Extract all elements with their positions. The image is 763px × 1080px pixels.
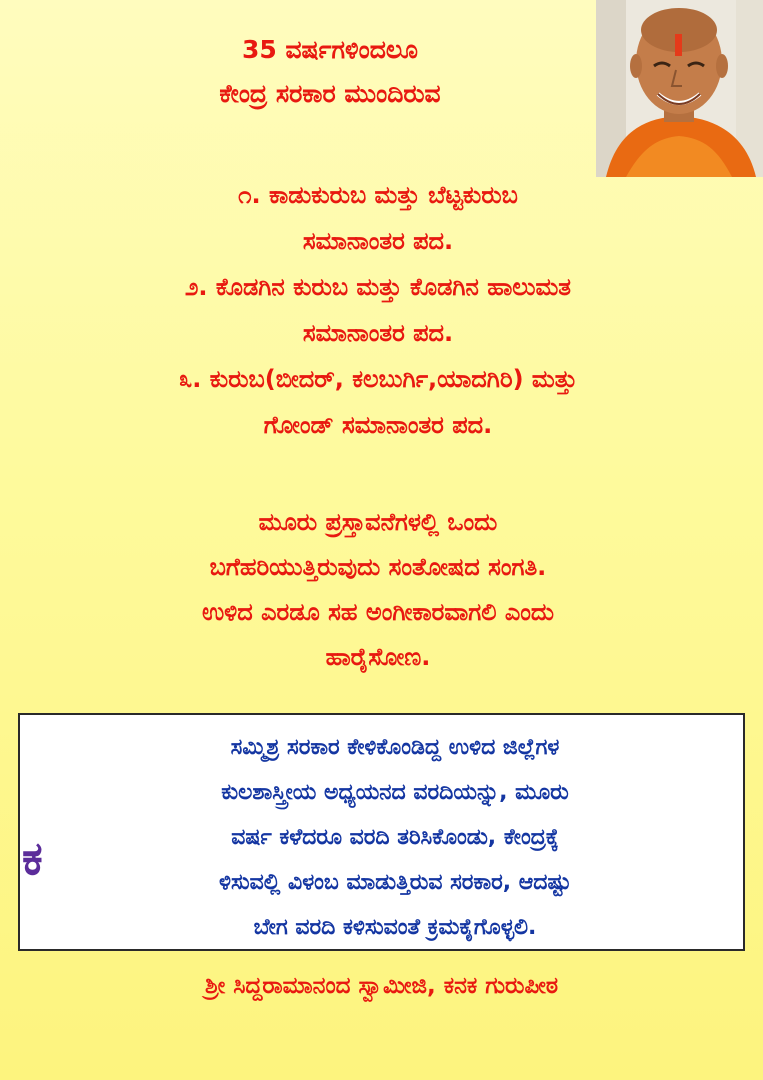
appeal-text [70, 725, 720, 950]
heading-line-2: ಕೇಂದ್ರ ಸರಕಾರ ಮುಂದಿರುವ [219, 79, 441, 108]
proposal-3-line-2: ಗೋಂಡ್ ಸಮಾನಾಂತರ ಪದ. [263, 411, 493, 439]
appeal-line-5: ಬೇಗ ವರದಿ ಕಳಿಸುವಂತೆ ಕ್ರಮಕೈಗೊಳ್ಳಲಿ. [253, 915, 537, 940]
status-paragraph [18, 500, 738, 680]
appeal-line-4: ಳಿಸುವಲ್ಲಿ ವಿಳಂಬ ಮಾಡುತ್ತಿರುವ ಸರಕಾರ, ಆದಷ್ಟು [218, 870, 572, 895]
swamiji-portrait [596, 0, 763, 177]
portrait-illustration [596, 0, 763, 177]
proposal-2-line-2: ಸಮಾನಾಂತರ ಪದ. [302, 319, 454, 347]
proposal-1-line-1: ೧. ಕಾಡುಕುರುಬ ಮತ್ತು ಬೆಟ್ಟಕುರುಬ [238, 181, 518, 209]
appeal-box [18, 713, 745, 951]
proposals-list [18, 172, 738, 448]
paragraph-line-3: ಉಳಿದ ಎರಡೂ ಸಹ ಅಂಗೀಕಾರವಾಗಲಿ ಎಂದು [201, 598, 555, 626]
proposal-1-line-2: ಸಮಾನಾಂತರ ಪದ. [302, 227, 454, 255]
paragraph-line-1: ಮೂರು ಪ್ರಸ್ತಾವನೆಗಳಲ್ಲಿ ಒಂದು [258, 508, 498, 536]
heading-line-1: 35 ವರ್ಷಗಳಿಂದಲೂ [241, 35, 419, 64]
appeal-line-1: ಸಮ್ಮಿಶ್ರ ಸರಕಾರ ಕೇಳಿಕೊಂಡಿದ್ದ ಉಳಿದ ಜಿಲ್ಲೆಗಳ [230, 735, 560, 760]
signature-line: ಶ್ರೀ ಸಿದ್ದರಾಮಾನಂದ ಸ್ವಾಮೀಜಿ, ಕನಕ ಗುರುಪೀಠ [204, 973, 559, 999]
paragraph-line-4: ಹಾರೈಸೋಣ. [325, 643, 431, 671]
appeal-line-2: ಕುಲಶಾಸ್ತ್ರೀಯ ಅಧ್ಯಯನದ ವರದಿಯನ್ನು, ಮೂರು [221, 780, 569, 805]
proposal-2-line-1: ೨. ಕೊಡಗಿನ ಕುರುಬ ಮತ್ತು ಕೊಡಗಿನ ಹಾಲುಮತ [184, 273, 572, 301]
proposal-3-line-1: ೩. ಕುರುಬ(ಬೀದರ್, ಕಲಬುರ್ಗಿ,ಯಾದಗಿರಿ) ಮತ್ತು [178, 365, 578, 393]
appeal-line-3: ವರ್ಷ ಕಳೆದರೂ ವರದಿ ತರಿಸಿಕೊಂಡು, ಕೇಂದ್ರಕ್ಕೆ [231, 825, 559, 850]
paragraph-line-2: ಬಗೆಹರಿಯುತ್ತಿರುವುದು ಸಂತೋಷದ ಸಂಗತಿ. [209, 553, 547, 581]
poster-heading [70, 28, 590, 116]
decorative-letter-glyph: ಕ [22, 831, 43, 885]
